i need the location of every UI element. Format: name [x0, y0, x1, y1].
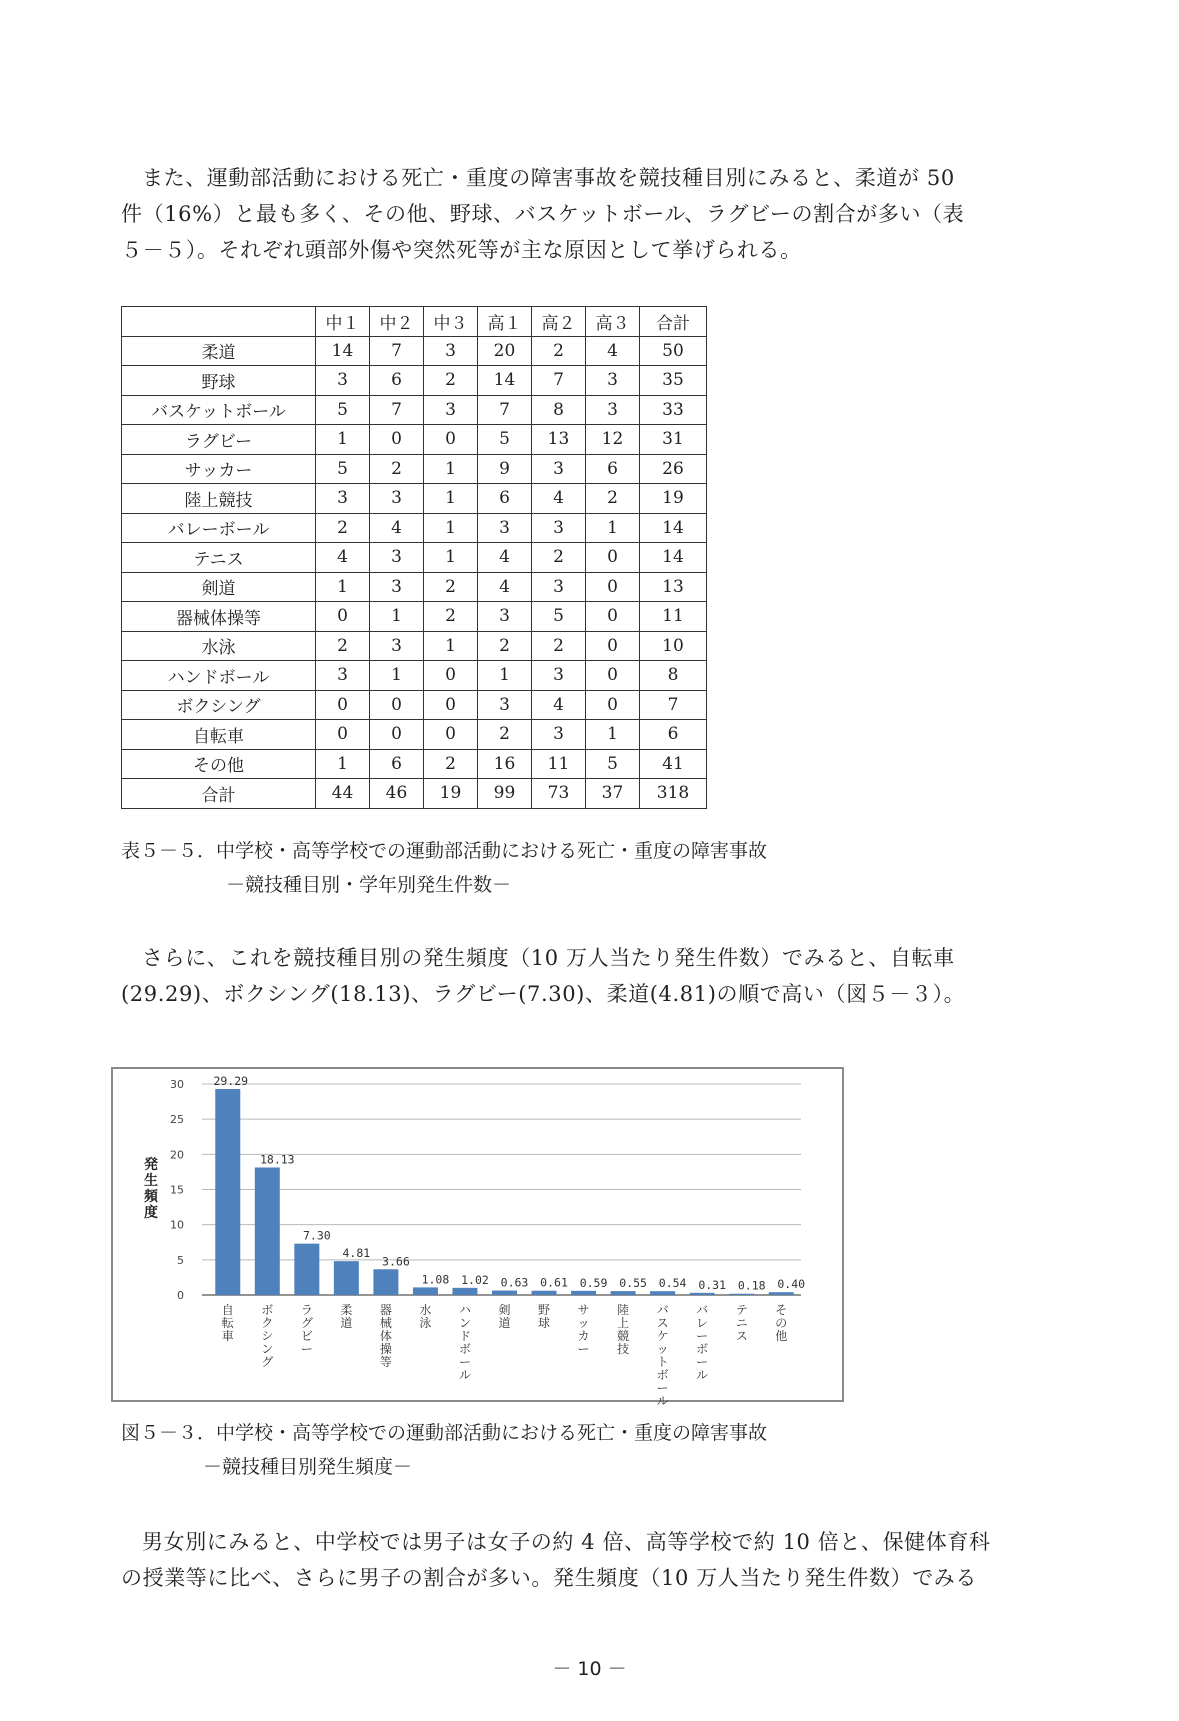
x-tick-label-char: 車 — [221, 1329, 234, 1343]
x-tick-label-char: 体 — [379, 1329, 392, 1343]
table-cell: 2 — [532, 336, 586, 366]
table-cell: 3 — [586, 366, 640, 396]
table-cell: 3 — [316, 484, 370, 514]
y-tick-label: 25 — [170, 1113, 184, 1127]
table-caption-subtitle: －競技種目別・学年別発生件数－ — [226, 874, 512, 896]
x-tick-label-char: 道 — [498, 1316, 511, 1330]
table-row — [122, 425, 707, 455]
table-header-cell: 合計 — [640, 307, 707, 337]
x-tick-label-char: 技 — [617, 1342, 630, 1356]
x-tick-label-char: ー — [300, 1342, 313, 1356]
x-tick-label-char: バ — [656, 1303, 669, 1317]
table-cell: 1 — [316, 425, 370, 455]
data-label: 1.08 — [421, 1272, 450, 1287]
table-cell: 7 — [478, 395, 532, 425]
x-tick-label-char: シ — [261, 1329, 274, 1343]
data-label: 1.02 — [461, 1272, 489, 1287]
table-cell: 6 — [478, 484, 532, 514]
x-tick-label-char: 上 — [617, 1316, 630, 1330]
page-number: － 10 － — [552, 1658, 627, 1680]
table-cell: 73 — [532, 779, 586, 809]
bar — [571, 1291, 596, 1295]
x-tick-label-char: ー — [696, 1355, 709, 1369]
table-cell: 5 — [316, 454, 370, 484]
bar — [373, 1269, 398, 1295]
table-cell: 10 — [640, 631, 707, 661]
x-tick-label-char: ケ — [656, 1329, 669, 1343]
table-cell: 5 — [532, 602, 586, 632]
table-cell: 33 — [640, 395, 707, 425]
x-tick-label-char: ー — [696, 1329, 709, 1343]
x-tick-label-char: 柔 — [340, 1303, 353, 1317]
table-cell: 0 — [586, 572, 640, 602]
table-row — [122, 484, 707, 514]
table-cell: 6 — [370, 366, 424, 396]
paragraph-line: 件（16%）と最も多く、その他、野球、バスケットボール、ラグビーの割合が多い（表 — [121, 202, 965, 226]
table-cell: 2 — [424, 749, 478, 779]
table-cell: 7 — [532, 366, 586, 396]
table-row — [122, 749, 707, 779]
table-cell: 31 — [640, 425, 707, 455]
table-header-cell: 中１ — [316, 307, 370, 337]
table-cell: 3 — [370, 484, 424, 514]
table-cell: 1 — [424, 454, 478, 484]
bar — [690, 1293, 715, 1295]
table-cell: 2 — [370, 454, 424, 484]
table-row-label: バレーボール — [122, 513, 316, 543]
table-cell: 1 — [424, 513, 478, 543]
table-header-row — [122, 307, 707, 337]
table-cell: 4 — [316, 543, 370, 573]
x-tick-label-char: ボ — [696, 1342, 709, 1356]
x-tick-label-char: ン — [261, 1342, 274, 1356]
y-axis-label-char: 発 — [144, 1157, 158, 1173]
x-tick-label-char: 等 — [379, 1355, 392, 1369]
x-tick-label-char: ラ — [300, 1303, 313, 1317]
table-cell: 7 — [640, 690, 707, 720]
data-label: 0.61 — [540, 1275, 568, 1290]
table-cell: 1 — [316, 749, 370, 779]
table-cell: 0 — [370, 425, 424, 455]
table-row-label: その他 — [122, 749, 316, 779]
paragraph-line: さらに、これを競技種目別の発生頻度（10 万人当たり発生件数）でみると、自転車 — [142, 946, 955, 970]
table-body — [122, 336, 707, 808]
table-header-cell: 中２ — [370, 307, 424, 337]
x-tick-label-char: ル — [656, 1394, 669, 1408]
x-tick-label-char: バ — [696, 1303, 709, 1317]
paragraph-line: ５－５）。それぞれ頭部外傷や突然死等が主な原因として挙げられる。 — [121, 238, 802, 262]
table-cell: 11 — [532, 749, 586, 779]
x-tick-label-char: 道 — [340, 1316, 353, 1330]
table-cell: 2 — [586, 484, 640, 514]
table-cell: 0 — [586, 690, 640, 720]
frequency-bar-chart — [111, 1067, 844, 1408]
table-cell: 7 — [370, 395, 424, 425]
x-tick-label-char: ク — [261, 1316, 274, 1330]
table-row-label: 柔道 — [122, 336, 316, 366]
x-tick-label-char: ト — [656, 1355, 669, 1369]
table-cell: 0 — [316, 690, 370, 720]
table-cell: 4 — [532, 690, 586, 720]
table-row-label: テニス — [122, 543, 316, 573]
y-tick-label: 30 — [170, 1078, 184, 1091]
bar — [294, 1244, 319, 1295]
table-cell: 3 — [586, 395, 640, 425]
table-header-cell: 中３ — [424, 307, 478, 337]
table-cell: 0 — [586, 543, 640, 573]
table-cell: 1 — [586, 720, 640, 750]
data-label: 29.29 — [213, 1073, 249, 1088]
x-tick-label-char: 転 — [221, 1316, 234, 1330]
table-cell: 1 — [370, 602, 424, 632]
data-label: 0.59 — [579, 1275, 608, 1290]
table-row — [122, 395, 707, 425]
table-cell: 3 — [532, 572, 586, 602]
table-cell: 2 — [424, 366, 478, 396]
bar — [492, 1291, 517, 1295]
table-cell: 44 — [316, 779, 370, 809]
bar — [729, 1294, 754, 1295]
table-cell: 0 — [586, 661, 640, 691]
x-tick-label-char: ン — [458, 1316, 471, 1330]
table-cell: 0 — [586, 631, 640, 661]
table-cell: 13 — [640, 572, 707, 602]
table-cell: 19 — [640, 484, 707, 514]
table-row — [122, 690, 707, 720]
paragraph-line: (29.29)、ボクシング(18.13)、ラグビー(7.30)、柔道(4.81)の順で高い（図５－３）。 — [121, 982, 966, 1006]
table-row-label: 合計 — [122, 779, 316, 809]
table-caption-title: 表５－５．中学校・高等学校での運動部活動における死亡・重度の障害事故 — [121, 840, 768, 862]
x-tick-label-char: の — [775, 1316, 788, 1330]
table-row — [122, 661, 707, 691]
table-cell: 4 — [532, 484, 586, 514]
table-cell: 14 — [640, 543, 707, 573]
bar — [255, 1167, 280, 1295]
bar — [769, 1292, 794, 1295]
table-cell: 41 — [640, 749, 707, 779]
table-cell: 6 — [370, 749, 424, 779]
table-cell: 2 — [532, 543, 586, 573]
x-tick-label-char: 自 — [221, 1303, 234, 1317]
x-tick-label-char: ッ — [577, 1316, 590, 1330]
bar — [334, 1261, 359, 1295]
table-row-label: ラグビー — [122, 425, 316, 455]
table-cell: 0 — [370, 720, 424, 750]
data-label: 4.81 — [342, 1246, 371, 1261]
table-cell: 0 — [424, 690, 478, 720]
x-tick-label-char: 野 — [538, 1303, 551, 1317]
y-tick-label: 20 — [170, 1148, 184, 1162]
table-cell: 0 — [424, 425, 478, 455]
table-row — [122, 779, 707, 809]
table-row — [122, 602, 707, 632]
x-tick-label-char: 水 — [419, 1303, 432, 1317]
table-cell: 2 — [424, 572, 478, 602]
x-tick-label-char: ボ — [458, 1342, 471, 1356]
bar — [532, 1291, 557, 1295]
table-header-cell: 高２ — [532, 307, 586, 337]
y-axis-label-char: 度 — [144, 1205, 158, 1221]
table-cell: 2 — [478, 631, 532, 661]
table-cell: 4 — [370, 513, 424, 543]
table-cell: 0 — [316, 720, 370, 750]
bar — [650, 1291, 675, 1295]
x-tick-label-char: グ — [261, 1355, 274, 1369]
table-cell: 3 — [370, 631, 424, 661]
table-cell: 0 — [424, 720, 478, 750]
table-cell: 1 — [424, 631, 478, 661]
table-cell: 1 — [370, 661, 424, 691]
table-cell: 19 — [424, 779, 478, 809]
table-cell: 1 — [478, 661, 532, 691]
table-cell: 5 — [478, 425, 532, 455]
paragraph-gender — [121, 1524, 1041, 1596]
table-row — [122, 454, 707, 484]
table-cell: 3 — [532, 513, 586, 543]
table-row — [122, 720, 707, 750]
table-cell: 16 — [478, 749, 532, 779]
table-cell: 6 — [586, 454, 640, 484]
table-cell: 50 — [640, 336, 707, 366]
table-cell: 3 — [316, 366, 370, 396]
table-cell: 3 — [478, 690, 532, 720]
table-cell: 318 — [640, 779, 707, 809]
data-label: 18.13 — [259, 1152, 295, 1167]
table-row — [122, 366, 707, 396]
chart-caption-subtitle: －競技種目別発生頻度－ — [203, 1456, 413, 1478]
table-cell: 46 — [370, 779, 424, 809]
x-tick-label-char: ー — [577, 1342, 590, 1356]
table-cell: 35 — [640, 366, 707, 396]
bar — [215, 1089, 240, 1295]
table-cell: 4 — [586, 336, 640, 366]
table-cell: 37 — [586, 779, 640, 809]
table-row — [122, 336, 707, 366]
x-tick-label-char: 他 — [775, 1329, 788, 1343]
x-tick-label-char: 泳 — [419, 1316, 432, 1330]
bar — [413, 1287, 438, 1295]
data-label: 0.63 — [500, 1275, 529, 1290]
y-tick-label: 0 — [177, 1289, 184, 1302]
table-cell: 3 — [532, 720, 586, 750]
x-tick-label-char: カ — [577, 1329, 590, 1343]
table-cell: 3 — [532, 661, 586, 691]
table-cell: 2 — [478, 720, 532, 750]
x-tick-label-char: ル — [696, 1368, 709, 1382]
table-cell: 3 — [478, 513, 532, 543]
accident-count-table — [121, 306, 707, 809]
table-cell: 1 — [586, 513, 640, 543]
x-tick-label-char: そ — [775, 1303, 788, 1317]
table-cell: 3 — [532, 454, 586, 484]
table-cell: 2 — [316, 513, 370, 543]
bar — [611, 1291, 636, 1295]
table-corner-cell — [122, 307, 316, 337]
y-tick-label: 5 — [177, 1253, 184, 1267]
paragraph-line: の授業等に比べ、さらに男子の割合が多い。発生頻度（10 万人当たり発生件数）でみる — [121, 1566, 977, 1590]
table-cell: 3 — [370, 572, 424, 602]
x-tick-label-char: ス — [656, 1316, 669, 1330]
table-cell: 26 — [640, 454, 707, 484]
x-tick-label-char: ド — [458, 1329, 471, 1343]
table-cell: 4 — [478, 543, 532, 573]
table-cell: 8 — [640, 661, 707, 691]
chart-caption-title: 図５－３．中学校・高等学校での運動部活動における死亡・重度の障害事故 — [121, 1422, 768, 1444]
table-cell: 3 — [424, 336, 478, 366]
table-cell: 14 — [640, 513, 707, 543]
table-row-label: ボクシング — [122, 690, 316, 720]
table-cell: 13 — [532, 425, 586, 455]
data-label: 0.18 — [737, 1278, 766, 1293]
y-axis-label-char: 生 — [144, 1173, 158, 1189]
table-row-label: サッカー — [122, 454, 316, 484]
paragraph-intro — [121, 160, 1041, 268]
paragraph-line: また、運動部活動における死亡・重度の障害事故を競技種目別にみると、柔道が 50 — [142, 166, 955, 190]
x-tick-label-char: グ — [300, 1316, 313, 1330]
x-tick-label-char: 剣 — [498, 1303, 511, 1317]
table-row — [122, 572, 707, 602]
bar — [452, 1288, 477, 1295]
table-cell: 4 — [478, 572, 532, 602]
table-row — [122, 631, 707, 661]
paragraph-line: 男女別にみると、中学校では男子は女子の約 4 倍、高等学校で約 10 倍と、保健体育科 — [142, 1530, 991, 1554]
data-label: 0.40 — [777, 1277, 806, 1292]
x-tick-label-char: 球 — [538, 1316, 551, 1330]
x-tick-label-char: ス — [735, 1329, 748, 1343]
table-cell: 5 — [316, 395, 370, 425]
x-tick-label-char: 陸 — [617, 1303, 630, 1317]
table-cell: 0 — [424, 661, 478, 691]
table-row-label: バスケットボール — [122, 395, 316, 425]
table-cell: 3 — [478, 602, 532, 632]
table-cell: 2 — [316, 631, 370, 661]
y-tick-label: 15 — [170, 1183, 184, 1197]
data-label: 0.54 — [658, 1276, 687, 1291]
x-tick-label-char: テ — [735, 1303, 748, 1317]
table-cell: 1 — [424, 484, 478, 514]
table-row-label: 野球 — [122, 366, 316, 396]
x-tick-label-char: ビ — [300, 1329, 313, 1343]
x-tick-label-char: サ — [577, 1303, 590, 1317]
table-cell: 8 — [532, 395, 586, 425]
x-tick-label-char: レ — [696, 1316, 709, 1330]
data-label: 3.66 — [382, 1254, 410, 1269]
table-cell: 2 — [532, 631, 586, 661]
x-tick-label-char: ニ — [735, 1316, 748, 1330]
table-cell: 9 — [478, 454, 532, 484]
table-cell: 5 — [586, 749, 640, 779]
table-cell: 3 — [316, 661, 370, 691]
table-cell: 1 — [424, 543, 478, 573]
table-row-label: 陸上競技 — [122, 484, 316, 514]
table-cell: 3 — [424, 395, 478, 425]
x-tick-label-char: 械 — [379, 1316, 392, 1330]
x-tick-label-char: ボ — [656, 1368, 669, 1382]
table-cell: 1 — [316, 572, 370, 602]
table-row-label: ハンドボール — [122, 661, 316, 691]
table-cell: 14 — [478, 366, 532, 396]
table-row-label: 剣道 — [122, 572, 316, 602]
table-cell: 3 — [370, 543, 424, 573]
x-tick-label-char: ッ — [656, 1342, 669, 1356]
x-tick-label-char: 器 — [379, 1303, 392, 1317]
table-cell: 6 — [640, 720, 707, 750]
table-cell: 20 — [478, 336, 532, 366]
table-cell: 0 — [370, 690, 424, 720]
table-cell: 14 — [316, 336, 370, 366]
table-row — [122, 513, 707, 543]
data-label: 7.30 — [302, 1228, 331, 1243]
table-cell: 11 — [640, 602, 707, 632]
x-tick-label-char: ー — [458, 1355, 471, 1369]
x-tick-label-char: ー — [656, 1381, 669, 1395]
x-tick-label-char: ハ — [458, 1303, 471, 1317]
y-tick-label: 10 — [170, 1218, 184, 1232]
x-tick-label-char: ル — [458, 1368, 471, 1382]
table-row-label: 水泳 — [122, 631, 316, 661]
table-cell: 0 — [316, 602, 370, 632]
table-cell: 0 — [586, 602, 640, 632]
table-cell: 99 — [478, 779, 532, 809]
data-label: 0.31 — [698, 1277, 727, 1292]
table-row — [122, 543, 707, 573]
paragraph-frequency — [121, 940, 1041, 1012]
table-cell: 7 — [370, 336, 424, 366]
table-cell: 12 — [586, 425, 640, 455]
x-tick-label-char: 競 — [617, 1329, 630, 1343]
x-tick-label-char: 操 — [379, 1342, 392, 1356]
table-header-cell: 高１ — [478, 307, 532, 337]
chart-svg — [113, 1069, 842, 1408]
table-header-cell: 高３ — [586, 307, 640, 337]
x-tick-label-char: ボ — [261, 1303, 274, 1317]
table-row-label: 器械体操等 — [122, 602, 316, 632]
data-label: 0.55 — [619, 1276, 647, 1291]
table-row-label: 自転車 — [122, 720, 316, 750]
y-axis-label-char: 頻 — [144, 1189, 158, 1205]
table-cell: 2 — [424, 602, 478, 632]
